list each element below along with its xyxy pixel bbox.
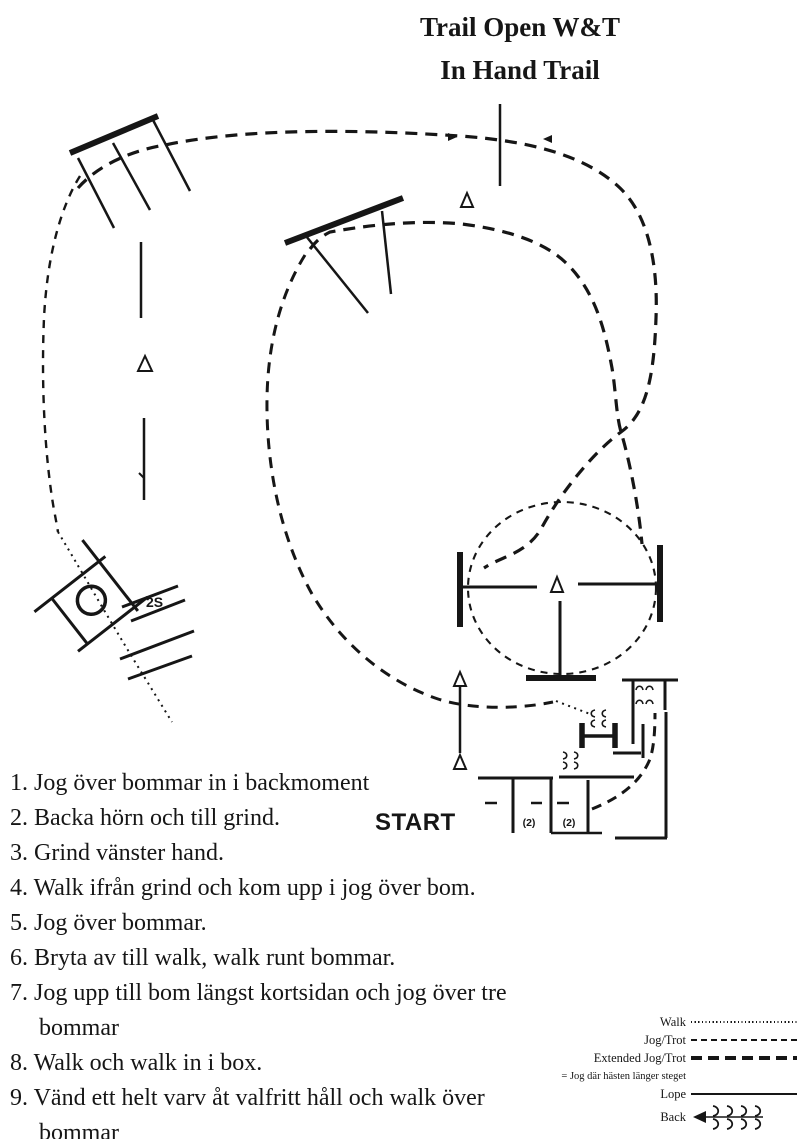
instruction-text: Grind vänster hand. <box>34 840 224 866</box>
instruction-item <box>10 801 612 836</box>
instruction-number: 8. <box>10 1050 28 1076</box>
instruction-text-cont: bommar <box>39 1015 119 1041</box>
legend-row-lope <box>528 1085 800 1103</box>
instruction-text: Vänd ett helt varv åt valfritt håll och walk över <box>33 1085 485 1111</box>
instruction-text: Jog över bommar in i backmoment <box>34 770 370 796</box>
instruction-item <box>10 766 612 801</box>
hoofprints-back-corner <box>591 710 606 727</box>
legend-row-extended-jog <box>528 1049 800 1067</box>
two-pole-obstacle-middle <box>285 198 403 313</box>
walk-path-to-back <box>556 701 590 714</box>
instruction-number: 2. <box>10 805 28 831</box>
instruction-item <box>10 871 612 906</box>
legend-extended-note: = Jog där hästen länger steget <box>561 1070 686 1082</box>
start-label: START <box>375 809 456 836</box>
walk-line-swatch <box>691 1021 797 1023</box>
legend-label-jog: Jog/Trot <box>644 1032 686 1047</box>
instruction-text: Jog över bommar. <box>34 910 207 936</box>
three-pole-obstacle-top-left <box>70 116 190 228</box>
instruction-item <box>10 1081 612 1139</box>
extended-jog-line-swatch <box>691 1056 797 1060</box>
instruction-text: Bryta av till walk, walk runt bommar. <box>34 945 396 971</box>
instruction-number: 1. <box>10 770 28 796</box>
title-line-1: Trail Open W&T <box>419 12 621 42</box>
direction-arrow <box>543 135 552 143</box>
page-title <box>270 6 770 92</box>
legend-row-note <box>528 1067 800 1085</box>
left-poles-with-marker <box>138 242 152 500</box>
hoofprints-box <box>636 686 653 704</box>
instruction-item <box>10 976 612 1046</box>
gait-legend <box>528 1013 800 1131</box>
back-barbell-obstacle <box>582 723 615 748</box>
triangle-marker <box>138 356 152 371</box>
instruction-number: 7. <box>10 980 28 1006</box>
instruction-item <box>10 836 612 871</box>
legend-row-walk <box>528 1013 800 1031</box>
instructions-list <box>10 766 612 1139</box>
pole-count-label: (2) <box>562 817 576 829</box>
fan-obstacle <box>460 502 660 678</box>
instruction-text: Jog upp till bom längst kortsidan och jog över tre <box>34 980 507 1006</box>
instruction-number: 6. <box>10 945 28 971</box>
jog-line-swatch <box>691 1039 797 1041</box>
course-path-left-side <box>43 176 80 532</box>
pole-with-triangles <box>454 672 466 769</box>
lope-line-swatch <box>691 1093 797 1095</box>
back-symbol-swatch <box>691 1103 797 1131</box>
instruction-number: 3. <box>10 840 28 866</box>
course-path-middle-right <box>310 222 642 544</box>
instruction-text: Backa hörn och till grind. <box>34 805 280 831</box>
instruction-number: 9. <box>10 1085 28 1111</box>
instruction-item <box>10 1046 612 1081</box>
instruction-text-cont: bommar <box>39 1120 119 1139</box>
instruction-item <box>10 941 612 976</box>
legend-label-lope: Lope <box>660 1086 686 1101</box>
legend-row-jog <box>528 1031 800 1049</box>
triangle-marker <box>551 577 563 592</box>
gate-label: 2S <box>146 594 164 610</box>
instruction-item <box>10 906 612 941</box>
instruction-text: Walk och walk in i box. <box>33 1050 263 1076</box>
instruction-text: Walk ifrån grind och kom upp i jog över bom. <box>33 875 476 901</box>
gate-obstacle <box>18 530 194 679</box>
legend-label-walk: Walk <box>659 1014 686 1029</box>
course-path-left-loop <box>267 255 553 707</box>
title-line-2: In Hand Trail <box>440 55 600 85</box>
pole-count-label: (2) <box>522 817 536 829</box>
legend-row-back <box>528 1103 800 1131</box>
triangle-marker <box>454 672 466 686</box>
gate-circle <box>72 581 111 620</box>
legend-label-extended-jog: Extended Jog/Trot <box>593 1050 686 1065</box>
legend-label-back: Back <box>660 1109 686 1124</box>
instruction-number: 5. <box>10 910 28 936</box>
triangle-marker <box>461 193 473 207</box>
instruction-number: 4. <box>10 875 28 901</box>
